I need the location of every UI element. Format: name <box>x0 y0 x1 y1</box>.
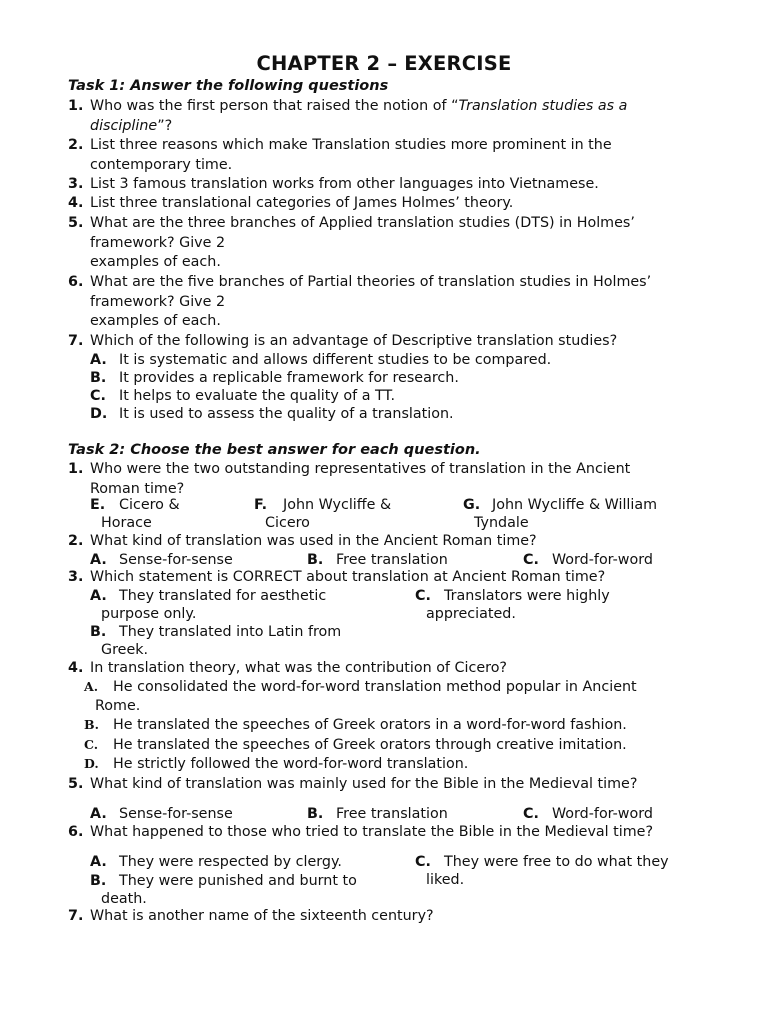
option-c: C. Word-for-word <box>523 552 653 568</box>
task2-question-3 <box>68 568 698 588</box>
option-d: D. He strictly followed the word-for-word translation. <box>84 756 469 772</box>
option-c: C. Translators were highly appreciated. <box>415 588 610 622</box>
question-emphasis: Translation studies as a discipline <box>90 98 628 134</box>
question-number: 6. <box>68 824 84 840</box>
question-number: 3. <box>68 569 84 585</box>
option-b: B. They translated into Latin from Greek. <box>90 624 342 658</box>
question-number: 7. <box>68 908 84 924</box>
question-number: 6. <box>68 274 84 290</box>
option-a: A. Sense-for-sense <box>90 552 233 568</box>
option-c: C. It helps to evaluate the quality of a TT. <box>90 388 396 404</box>
question-number: 2. <box>68 533 84 549</box>
question-number: 1. <box>68 98 84 114</box>
option-e: E. Cicero & Horace <box>90 497 180 531</box>
option-c: C. Word-for-word <box>523 806 653 822</box>
question-text: What are the five branches of Partial theories of translation studies in Holmes’ <box>90 274 652 290</box>
question-number: 3. <box>68 176 84 192</box>
question-number: 5. <box>68 215 84 231</box>
option-c: C. He translated the speeches of Greek orators through creative imitation. <box>84 737 627 753</box>
question-text-cont: framework? Give 2 <box>90 293 226 310</box>
task2-heading: Task 2: Choose the best answer for each question. <box>68 442 481 458</box>
option-b: B. He translated the speeches of Greek orators in a word-for-word fashion. <box>84 717 627 733</box>
question-number: 2. <box>68 137 84 153</box>
task1-question-6 <box>68 273 698 332</box>
question-text: What kind of translation was used in the Ancient Roman time? <box>90 533 537 549</box>
question-text: Which statement is CORRECT about translation at Ancient Roman time? <box>90 569 606 585</box>
question-text: List 3 famous translation works from other languages into Vietnamese. <box>90 176 599 192</box>
question-number: 4. <box>68 195 84 211</box>
task1-question-1 <box>68 97 698 136</box>
question-text-end: ”? <box>157 117 173 134</box>
question-text: What are the three branches of Applied translation studies (DTS) in Holmes’ <box>90 215 635 231</box>
question-text: What kind of translation was mainly used for the Bible in the Medieval time? <box>90 776 638 792</box>
option-d: D. It is used to assess the quality of a translation. <box>90 406 454 422</box>
task1-question-3 <box>68 175 698 195</box>
task1-question-2 <box>68 136 698 175</box>
task1-heading: Task 1: Answer the following questions <box>68 78 389 94</box>
option-g: G. John Wycliffe & William Tyndale <box>463 497 658 531</box>
question-text: What happened to those who tried to translate the Bible in the Medieval time? <box>90 824 654 840</box>
question-text: What is another name of the sixteenth century? <box>90 908 434 924</box>
question-text-cont2: examples of each. <box>90 254 221 270</box>
question-text: Who were the two outstanding representatives of translation in the Ancient <box>90 461 631 477</box>
question-text-cont2: examples of each. <box>90 313 221 329</box>
task2-question-2 <box>68 532 698 552</box>
option-f: F. John Wycliffe & Cicero <box>254 497 392 531</box>
task1-question-5 <box>68 214 698 273</box>
option-c: C. They were free to do what they liked. <box>415 854 669 888</box>
option-a: A. It is systematic and allows different studies to be compared. <box>90 352 552 368</box>
option-b: B. They were punished and burnt to death. <box>90 873 357 907</box>
option-a: A. He consolidated the word-for-word translation method popular in Ancient Rome. <box>84 679 637 714</box>
page-title: CHAPTER 2 – EXERCISE <box>256 52 512 75</box>
question-text: Which of the following is an advantage of Descriptive translation studies? <box>90 333 618 349</box>
question-text: Who was the first person that raised the notion of “ <box>90 98 459 114</box>
question-number: 5. <box>68 776 84 792</box>
question-text-cont: Roman time? <box>90 480 185 497</box>
question-text-cont: contemporary time. <box>90 156 233 173</box>
task2-question-1 <box>68 460 698 499</box>
question-number: 4. <box>68 660 84 676</box>
question-number: 7. <box>68 333 84 349</box>
task2-question-4 <box>68 659 698 679</box>
option-a: A. They translated for aesthetic purpose only. <box>90 588 327 622</box>
question-text: List three translational categories of James Holmes’ theory. <box>90 195 514 211</box>
question-text: In translation theory, what was the contribution of Cicero? <box>90 660 508 676</box>
task1-question-7 <box>68 332 698 352</box>
question-text: List three reasons which make Translation studies more prominent in the <box>90 137 612 153</box>
option-a: A. Sense-for-sense <box>90 806 233 822</box>
option-a: A. They were respected by clergy. <box>90 854 342 870</box>
question-number: 1. <box>68 461 84 477</box>
option-b: B. Free translation <box>307 552 448 568</box>
task2-question-5 <box>68 775 698 795</box>
question-text-cont: framework? Give 2 <box>90 234 226 251</box>
option-b: B. Free translation <box>307 806 448 822</box>
option-b: B. It provides a replicable framework for research. <box>90 370 459 386</box>
task1-question-4 <box>68 194 698 214</box>
task2-question-6 <box>68 823 698 843</box>
task2-question-7 <box>68 907 698 927</box>
